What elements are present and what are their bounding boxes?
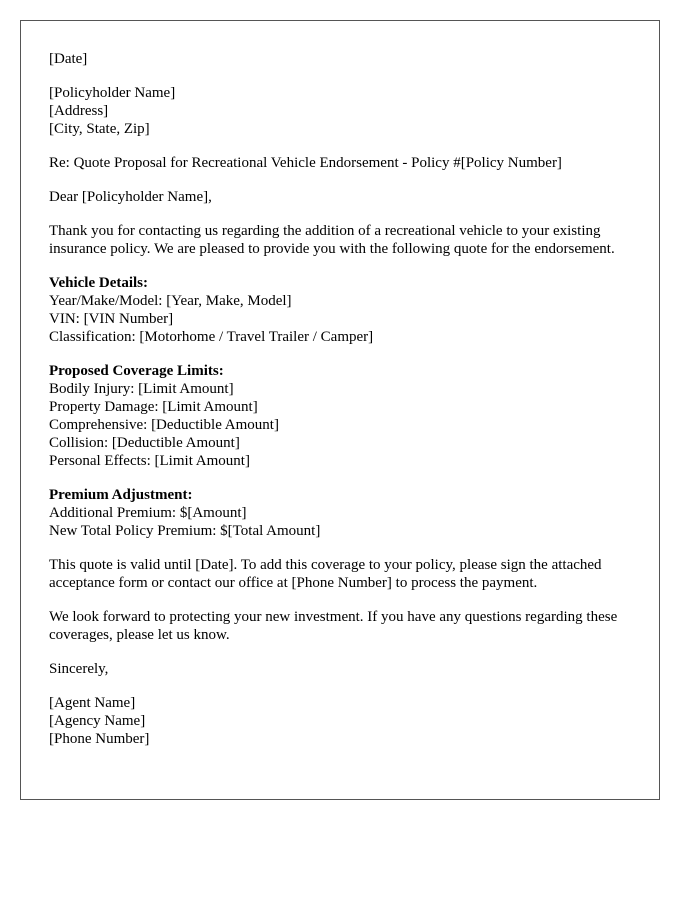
- signature-phone: [Phone Number]: [49, 731, 150, 747]
- subject-block: [49, 154, 631, 172]
- signature-block: [49, 694, 631, 748]
- vehicle-vin: VIN: [VIN Number]: [49, 311, 174, 327]
- recipient-address: [Address]: [49, 103, 109, 119]
- premium-adjustment-heading: Premium Adjustment:: [49, 487, 193, 503]
- date-block: [49, 50, 631, 68]
- coverage-limits-section: [49, 362, 631, 470]
- vehicle-details-heading: Vehicle Details:: [49, 275, 149, 291]
- signature-agency-name: [Agency Name]: [49, 713, 146, 729]
- premium-new-total: New Total Policy Premium: $[Total Amount]: [49, 523, 321, 539]
- recipient-city-state-zip: [City, State, Zip]: [49, 121, 150, 137]
- recipient-name: [Policyholder Name]: [49, 85, 176, 101]
- closing-block: [49, 660, 631, 678]
- coverage-comprehensive: Comprehensive: [Deductible Amount]: [49, 417, 279, 433]
- premium-additional: Additional Premium: $[Amount]: [49, 505, 247, 521]
- vehicle-year-make-model: Year/Make/Model: [Year, Make, Model]: [49, 293, 292, 309]
- validity-paragraph: [49, 556, 631, 592]
- closing-paragraph: [49, 608, 631, 644]
- closing-sincerely: Sincerely,: [49, 661, 109, 677]
- salutation: Dear [Policyholder Name],: [49, 189, 212, 205]
- vehicle-classification: Classification: [Motorhome / Travel Trailer / Camper]: [49, 329, 374, 345]
- premium-adjustment-section: [49, 486, 631, 540]
- coverage-limits-heading: Proposed Coverage Limits:: [49, 363, 224, 379]
- validity-text: This quote is valid until [Date]. To add this coverage to your policy, please sign the attached acceptance form or contact our office at [Phone Number] to process the payment.: [49, 557, 602, 591]
- closing-paragraph-text: We look forward to protecting your new investment. If you have any questions regarding these coverages, please let us know.: [49, 609, 618, 643]
- signature-agent-name: [Agent Name]: [49, 695, 136, 711]
- recipient-address-block: [49, 84, 631, 138]
- coverage-bodily-injury: Bodily Injury: [Limit Amount]: [49, 381, 234, 397]
- subject-line: Re: Quote Proposal for Recreational Vehicle Endorsement - Policy #[Policy Number]: [49, 155, 562, 171]
- intro-paragraph: [49, 222, 631, 258]
- letter-date: [Date]: [49, 51, 88, 67]
- coverage-property-damage: Property Damage: [Limit Amount]: [49, 399, 258, 415]
- coverage-personal-effects: Personal Effects: [Limit Amount]: [49, 453, 250, 469]
- salutation-block: [49, 188, 631, 206]
- vehicle-details-section: [49, 274, 631, 346]
- intro-text: Thank you for contacting us regarding the addition of a recreational vehicle to your existing insurance policy. We are pleased to provide you with the following quote for the endorsement.: [49, 223, 615, 257]
- coverage-collision: Collision: [Deductible Amount]: [49, 435, 240, 451]
- letter-document: [20, 20, 660, 800]
